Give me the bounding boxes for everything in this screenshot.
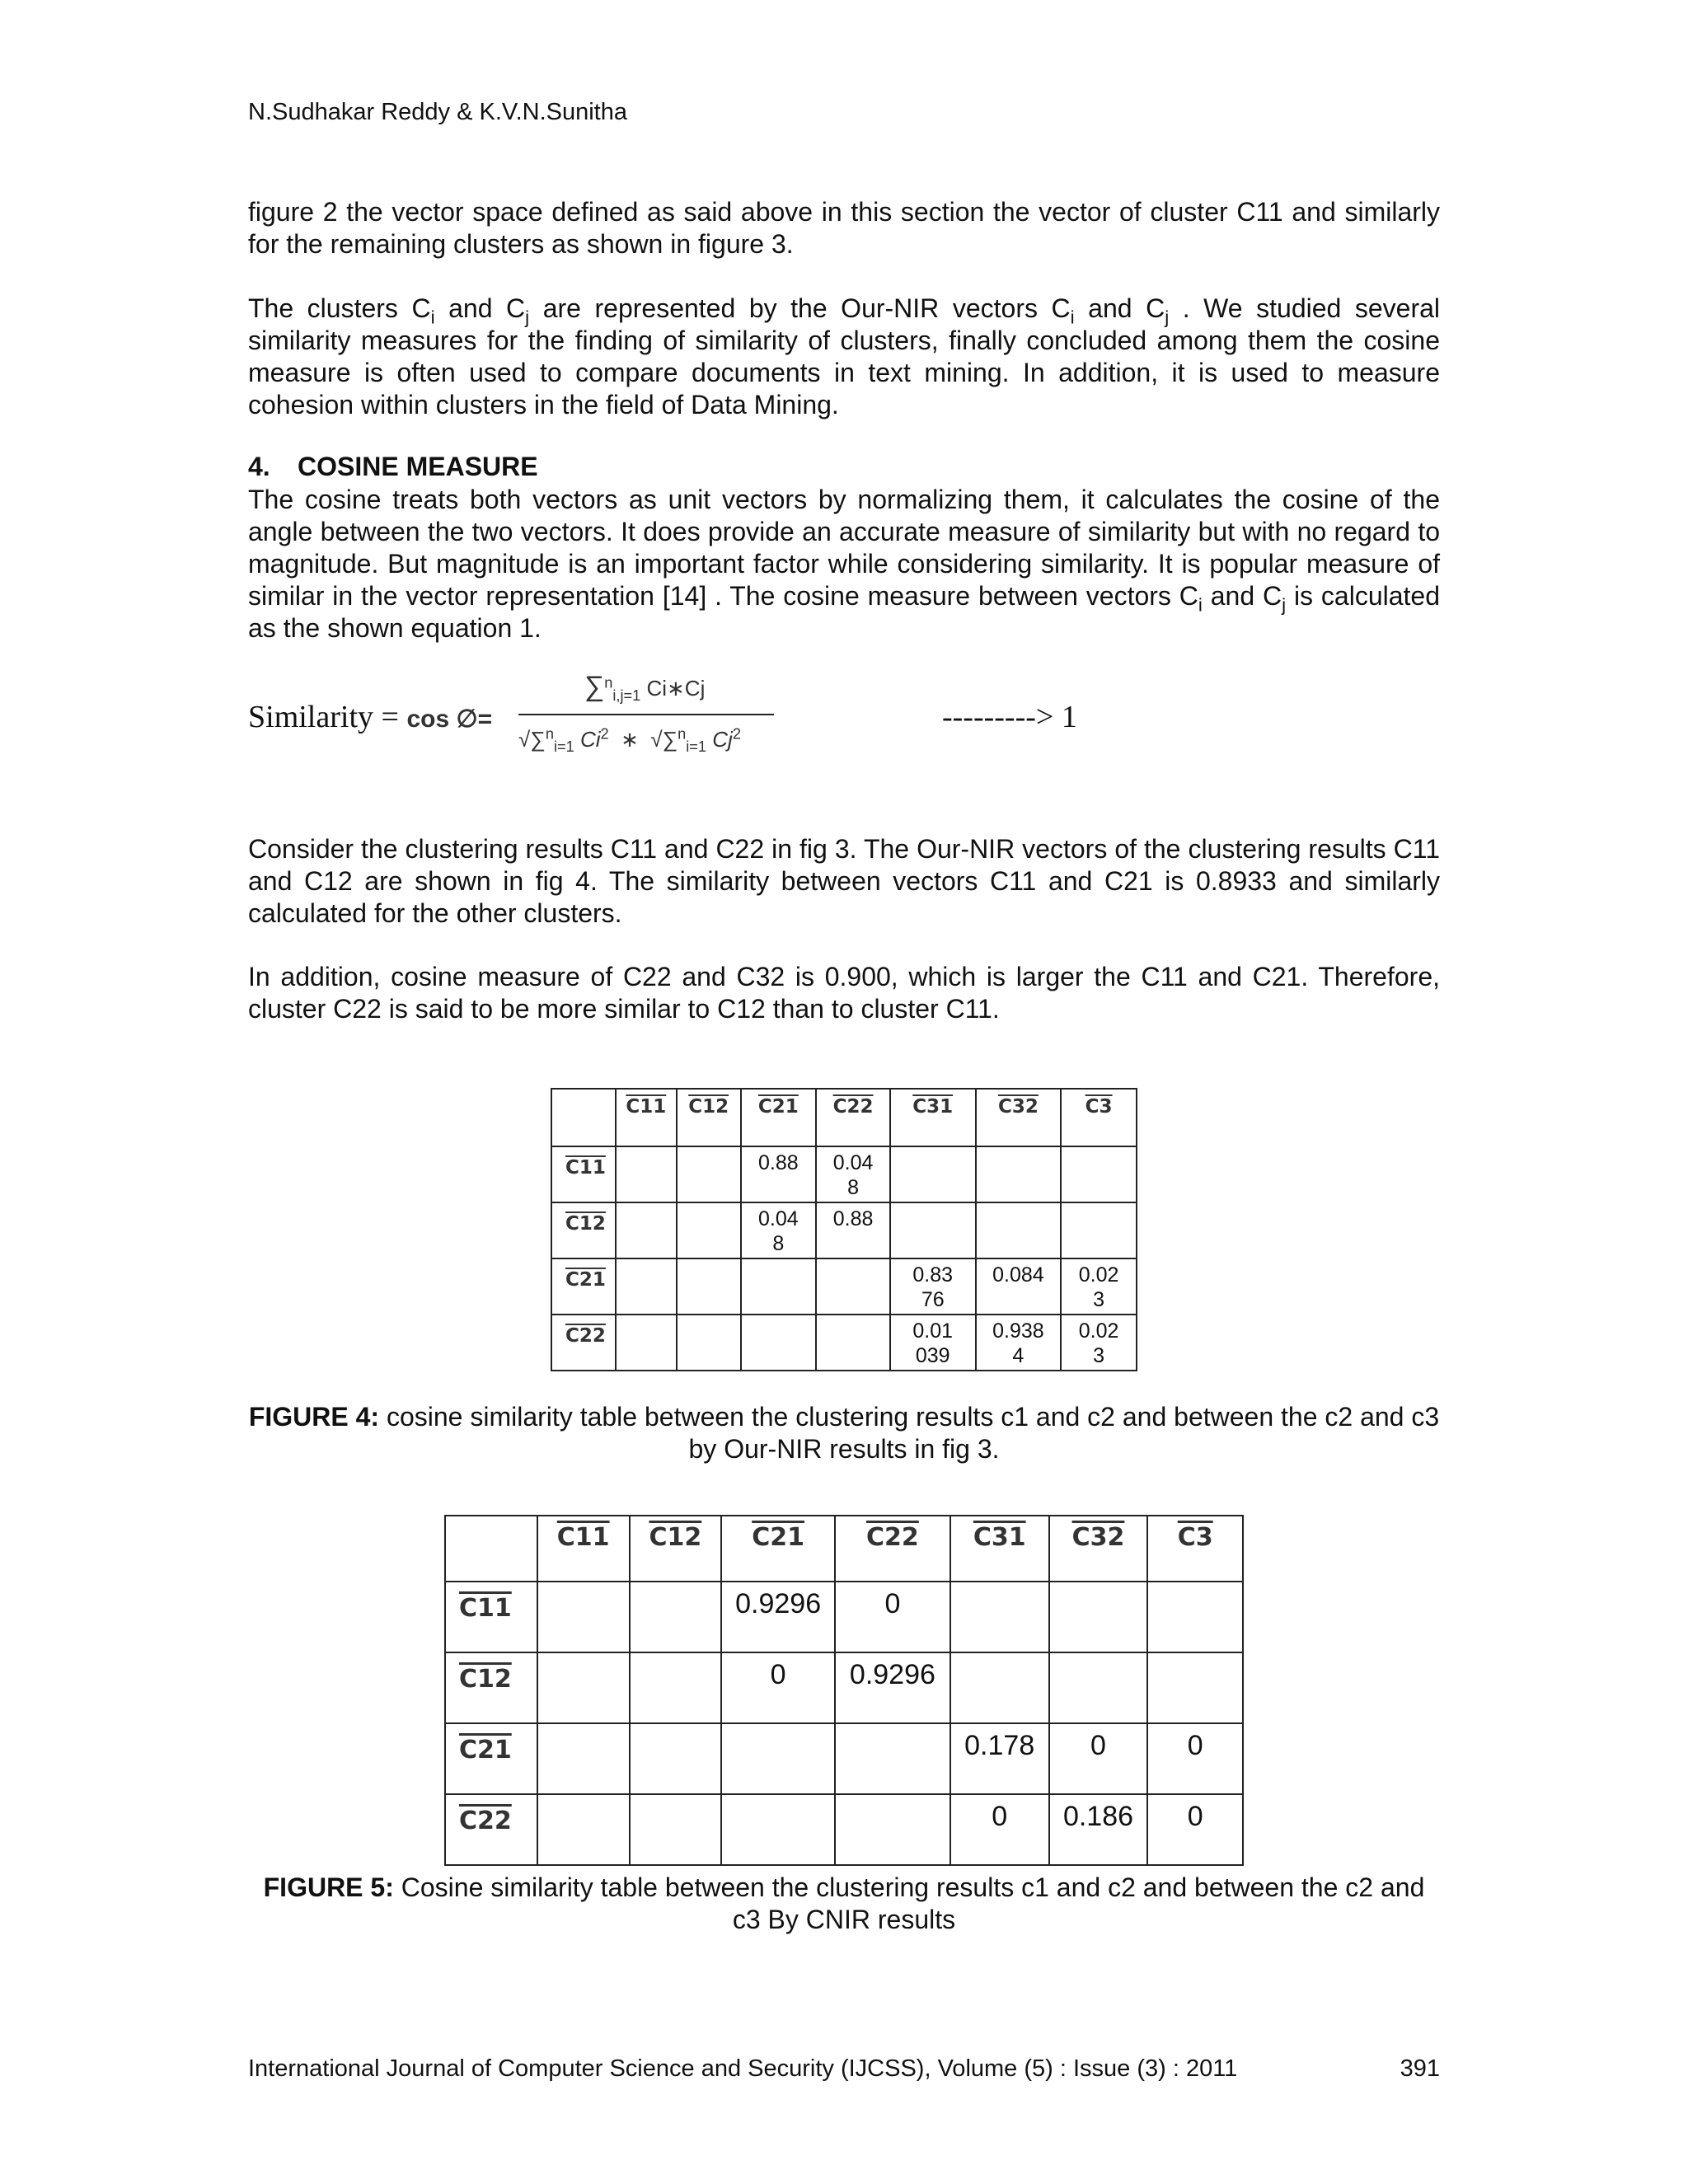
column-header-label: C12	[649, 1523, 702, 1552]
table-cell	[721, 1794, 835, 1865]
table-cell: 0.9296	[835, 1652, 950, 1723]
column-header	[950, 1516, 1049, 1582]
table-cell: 0.938 4	[976, 1315, 1062, 1371]
table-cell: 0	[1147, 1723, 1243, 1794]
paragraph-2-text: The clusters $C_i$ and $C_j$ are represented by the Our-NIR vectors $C_i$ and $C_j$ . We studied several similarity measures for the finding of similarity of clusters, finally concluded among them the cosine measure is often used to compare documents in text mining. In addition, it is used to measure cohesion within clusters in the field of Data Mining.	[248, 293, 1441, 419]
table-cell	[537, 1652, 630, 1723]
table-cell: 0.02 3	[1061, 1258, 1137, 1315]
table-cell	[976, 1202, 1062, 1258]
table-cell	[1147, 1582, 1243, 1652]
table-cell: 0.88	[741, 1146, 817, 1202]
row-header	[551, 1146, 616, 1202]
column-header	[537, 1516, 630, 1582]
table-cell	[630, 1582, 722, 1652]
column-header-label: C22	[866, 1523, 919, 1552]
table-cell: 0.186	[1049, 1794, 1148, 1865]
table-cell	[1061, 1202, 1137, 1258]
row-header-label: C22	[565, 1325, 606, 1347]
paragraph-1-text: figure 2 the vector space defined as said above in this section the vector of cluster C11 and similarly for the remaining clusters as shown in figure 3.	[248, 197, 1440, 259]
row-header-label: C21	[565, 1269, 606, 1291]
row-header	[551, 1202, 616, 1258]
table-cell	[677, 1202, 741, 1258]
table-row	[551, 1315, 1137, 1371]
table-cell	[835, 1723, 950, 1794]
table-cell: 0	[1147, 1794, 1243, 1865]
table-cell	[1049, 1582, 1148, 1652]
footer	[248, 2055, 1440, 2083]
paragraph-3-text: The cosine treats both vectors as unit vectors by normalizing them, it calculates the cosine of the angle between the two vectors. It does provide an accurate measure of similarity but with no regard to magnitude. But magnitude is an important factor while considering similarity. It is popular measure of similar in the vector representation [14] . The cosine measure between vectors $C_i$ and $C_j$ is calculated as the shown equation 1.	[248, 485, 1441, 643]
equation-number: ---------> 1	[942, 700, 1077, 734]
table-cell	[616, 1258, 677, 1315]
section-number: 4.	[248, 452, 270, 481]
column-header-label: C32	[1071, 1523, 1125, 1552]
table-cell	[630, 1652, 722, 1723]
column-header-label: C3	[1085, 1096, 1113, 1118]
table-cell	[537, 1582, 630, 1652]
column-header-label: C31	[912, 1096, 954, 1118]
row-header	[445, 1794, 537, 1865]
figure-4-label: FIGURE 4:	[248, 1402, 380, 1432]
column-header	[630, 1516, 722, 1582]
row-header-label: C12	[565, 1213, 606, 1235]
row-header	[445, 1652, 537, 1723]
table-cell	[835, 1794, 950, 1865]
footer-journal: International Journal of Computer Science and Security (IJCSS), Volume (5) : Issue (3) : 2011	[248, 2055, 1238, 2082]
table-cell	[1049, 1652, 1148, 1723]
running-head: N.Sudhakar Reddy & K.V.N.Sunitha	[248, 99, 627, 125]
table-cell	[1147, 1652, 1243, 1723]
table-cell: 0.04 8	[741, 1202, 817, 1258]
table-cell	[950, 1582, 1049, 1652]
paragraph-1	[248, 196, 1440, 260]
fraction-bar	[518, 714, 774, 715]
column-header	[1061, 1089, 1137, 1146]
row-header	[551, 1315, 616, 1371]
paragraph-3	[248, 484, 1440, 644]
table-cell: 0.02 3	[1061, 1315, 1137, 1371]
table-cell	[677, 1258, 741, 1315]
table-cell	[616, 1146, 677, 1202]
corner-cell	[551, 1089, 616, 1146]
paragraph-5	[248, 961, 1440, 1025]
column-header-label: C21	[757, 1096, 799, 1118]
table-cell: 0	[950, 1794, 1049, 1865]
column-header-label: C32	[997, 1096, 1039, 1118]
paragraph-4	[248, 833, 1440, 930]
row-header	[445, 1723, 537, 1794]
column-header	[677, 1089, 741, 1146]
table-cell	[950, 1652, 1049, 1723]
cos-symbol: cos ∅=	[406, 705, 493, 733]
column-header-label: C11	[626, 1096, 667, 1118]
table-cell	[537, 1723, 630, 1794]
column-header-label: C22	[832, 1096, 874, 1118]
paragraph-5-text: In addition, cosine measure of C22 and C32 is 0.900, which is larger the C11 and C21. Therefore, cluster C22 is said to be more similar to C12 than to cluster C11.	[248, 962, 1440, 1024]
table-cell	[890, 1146, 976, 1202]
table-cell	[741, 1315, 817, 1371]
equation-lhs: Similarity = cos ∅=	[248, 700, 493, 734]
row-header-label: C22	[459, 1807, 512, 1835]
table-cell: 0.01 039	[890, 1315, 976, 1371]
table-cell	[721, 1723, 835, 1794]
section-heading	[248, 452, 538, 482]
table-cell	[630, 1794, 722, 1865]
table-cell	[537, 1794, 630, 1865]
table-cell	[741, 1258, 817, 1315]
equation-numerator: ∑$^n_{i,j=1}$ Ci∗Cj	[584, 671, 706, 705]
table-cell: 0.178	[950, 1723, 1049, 1794]
figure-4-text: cosine similarity table between the clustering results c1 and c2 and between the c2 and c3 by Our-NIR results in fig 3.	[379, 1402, 1440, 1464]
column-header-label: C12	[688, 1096, 729, 1118]
table-figure-4	[551, 1088, 1137, 1371]
table-figure-5	[444, 1515, 1244, 1866]
figure-5-caption	[248, 1872, 1440, 1936]
column-header	[835, 1516, 950, 1582]
table-cell: 0	[1049, 1723, 1148, 1794]
column-header	[890, 1089, 976, 1146]
table-cell: 0.9296	[721, 1582, 835, 1652]
table-row	[445, 1582, 1243, 1652]
table-cell: 0.88	[816, 1202, 890, 1258]
table-row	[445, 1723, 1243, 1794]
table-cell: 0	[835, 1582, 950, 1652]
column-header	[1147, 1516, 1243, 1582]
table-cell	[616, 1315, 677, 1371]
column-header-label: C3	[1177, 1523, 1213, 1552]
row-header-label: C11	[565, 1157, 606, 1179]
paragraph-2	[248, 293, 1440, 421]
column-header	[741, 1089, 817, 1146]
figure-5-label: FIGURE 5:	[263, 1872, 394, 1902]
paragraph-4-text: Consider the clustering results C11 and C22 in fig 3. The Our-NIR vectors of the clustering results C11 and C12 are shown in fig 4. The similarity between vectors C11 and C21 is 0.8933 and similarly calculated for the other clusters.	[248, 834, 1440, 928]
table-cell	[616, 1202, 677, 1258]
table-header-row	[551, 1089, 1137, 1146]
figure-5-text: Cosine similarity table between the clustering results c1 and c2 and between the c2 and c3 By CNIR results	[393, 1872, 1425, 1934]
table-cell	[890, 1202, 976, 1258]
table-row	[445, 1652, 1243, 1723]
table-row	[551, 1258, 1137, 1315]
table-cell	[976, 1146, 1062, 1202]
column-header	[1049, 1516, 1148, 1582]
table-cell: 0.084	[976, 1258, 1062, 1315]
table-row	[551, 1146, 1137, 1202]
equation-fraction	[518, 669, 774, 785]
column-header	[976, 1089, 1062, 1146]
corner-cell	[445, 1516, 537, 1582]
table-cell	[677, 1315, 741, 1371]
table-cell	[816, 1315, 890, 1371]
row-header	[551, 1258, 616, 1315]
row-header-label: C21	[459, 1736, 512, 1765]
column-header	[616, 1089, 677, 1146]
table-cell: 0.04 8	[816, 1146, 890, 1202]
table-row	[445, 1794, 1243, 1865]
figure-4-caption	[248, 1401, 1440, 1465]
table-cell	[677, 1146, 741, 1202]
column-header	[816, 1089, 890, 1146]
section-title: COSINE MEASURE	[298, 452, 538, 481]
equation-denominator: √∑$^n_{i=1}$ Ci$^2$ ∗ √∑$^n_{i=1}$ Cj$^2$	[518, 725, 741, 756]
row-header	[445, 1582, 537, 1652]
table-row	[551, 1202, 1137, 1258]
equation-1	[248, 669, 1440, 785]
table-cell	[630, 1723, 722, 1794]
table-header-row	[445, 1516, 1243, 1582]
column-header-label: C11	[556, 1523, 610, 1552]
table-cell: 0.83 76	[890, 1258, 976, 1315]
page-number: 391	[1400, 2055, 1440, 2082]
column-header	[721, 1516, 835, 1582]
table-cell: 0	[721, 1652, 835, 1723]
row-header-label: C11	[459, 1594, 512, 1623]
table-cell	[816, 1258, 890, 1315]
column-header-label: C21	[752, 1523, 804, 1552]
table-cell	[1061, 1146, 1137, 1202]
row-header-label: C12	[459, 1665, 512, 1694]
column-header-label: C31	[973, 1523, 1026, 1552]
